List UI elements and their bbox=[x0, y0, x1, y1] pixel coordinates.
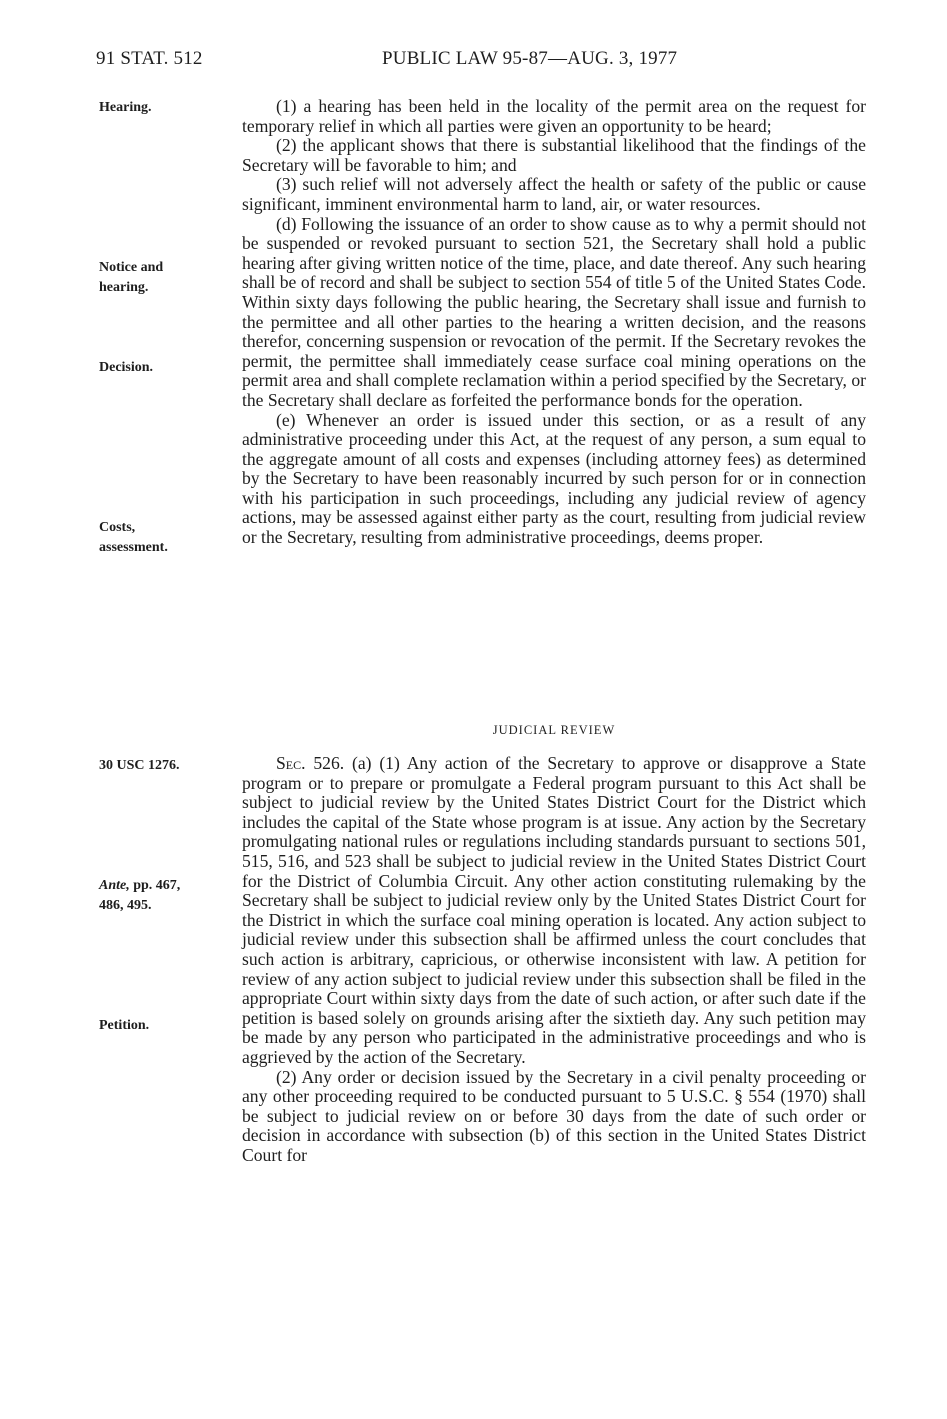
margin-note-usc bbox=[99, 756, 229, 776]
margin-note-text: Decision. bbox=[99, 360, 154, 375]
margin-note-text: Ante, bbox=[99, 878, 130, 893]
margin-note-text: pp. 467, bbox=[129, 878, 181, 893]
sec-label: Sec. bbox=[276, 753, 306, 773]
paragraph-d: (d) Following the issuance of an order to show cause as to why a permit should not be suspended or revoked pursuant to section 521, the Secretary shall hold a public hearing after giving written notice of the time, place, and date thereof. Any such hearing shall be of record and shall be subject to section 554 of title 5 of the United States Code. Within sixty days following the public hearing, the Secretary shall issue and furnish to the permittee and all other parties to the hearing a written decision, and the reasons therefor, concerning suspension or revocation of the permit. If the Secretary revokes the permit, the permittee shall immediately cease surface coal mining operations on the permit area and shall complete reclamation within a period specified by the Secretary, or the Secretary shall declare as forfeited the performance bonds for the operation. bbox=[242, 213, 866, 410]
margin-note-text: Hearing. bbox=[99, 100, 152, 115]
margin-note-text: 486, 495. bbox=[99, 898, 152, 913]
paragraph-3: (3) such relief will not adversely affect the health or safety of the public or cause significant, imminent environmental harm to land, air, or water resources. bbox=[242, 174, 866, 214]
margin-note-text: 30 USC 1276. bbox=[99, 758, 180, 773]
sec-526-text: 526. (a) (1) Any action of the Secretary to approve or disapprove a State program or to prepare or promulgate a Federal program pursuant to this Act shall be subject to judicial review by the United States District Court for the District which includes the capital of the State whose program is at issue. Any action by the Secretary promulgating national rules or regulations including standards pursuant to sections 501, 515, 516, and 523 shall be subject to judicial review in the United States District Court for the District of Columbia Circuit. Any other action constituting rulemaking by the Secretary shall be subject to judicial review only by the United States District Court for the District in which the surface coal mining operation is located. Any action subject to judicial review under this subsection shall be affirmed unless the court concludes that such action is arbitrary, capricious, or otherwise inconsistent with law. A petition for review of any action subject to judicial review under this subsection shall be filed in the appropriate Court within sixty days from the date of such action, or after such date if the petition is based solely on grounds arising after the sixtieth day. Any such petition may be made by any person who participated in the administrative proceedings and who is aggrieved by the action of the Secretary. bbox=[242, 753, 866, 1067]
margin-note-ante bbox=[99, 876, 229, 916]
margin-note-costs-assessment bbox=[99, 518, 229, 558]
paragraph-2: (2) the applicant shows that there is substantial likelihood that the findings of the Secretary will be favorable to him; and bbox=[242, 135, 866, 175]
margin-note-notice-and-hearing bbox=[99, 258, 229, 298]
body-text-lower bbox=[242, 754, 866, 1165]
paragraph-a2: (2) Any order or decision issued by the Secretary in a civil penalty proceeding or any other proceeding required to be conducted pursuant to 5 U.S.C. § 554 (1970) shall be subject to judicial review on or before 30 days from the date of such order or decision in accordance with subsection (b) of this section in the United States District Court for bbox=[242, 1066, 866, 1165]
paragraph-1: (1) a hearing has been held in the locality of the permit area on the request for temporary relief in which all parties were given an opportunity to be heard; bbox=[242, 96, 866, 136]
margin-note-text: Costs, bbox=[99, 520, 136, 535]
page-header bbox=[96, 44, 866, 78]
section-heading: JUDICIAL REVIEW bbox=[492, 723, 616, 737]
margin-note-petition bbox=[99, 1016, 229, 1036]
margin-note-hearing bbox=[99, 98, 229, 118]
body-text-upper bbox=[242, 97, 866, 548]
margin-note-text: assessment. bbox=[99, 540, 168, 555]
page-number: 91 STAT. 512 bbox=[96, 48, 203, 69]
margin-note-text: Petition. bbox=[99, 1018, 150, 1033]
running-title: PUBLIC LAW 95-87—AUG. 3, 1977 bbox=[382, 48, 678, 69]
margin-note-text: Notice and bbox=[99, 260, 164, 275]
paragraph-sec-526 bbox=[242, 754, 866, 1068]
margin-note-decision bbox=[99, 358, 229, 378]
paragraph-e: (e) Whenever an order is issued under this section, or as a result of any administrative proceeding under this Act, at the request of any person, a sum equal to the aggregate amount of all costs and expenses (including attorney fees) as determined by the Secretary to have been reasonably incurred by such person for or in connection with his participation in such proceedings, including any judicial review of agency actions, may be assessed against either party as the court, resulting from judicial review or the Secretary, resulting from administrative proceedings, deems proper. bbox=[242, 409, 866, 548]
margin-note-text: hearing. bbox=[99, 280, 149, 295]
